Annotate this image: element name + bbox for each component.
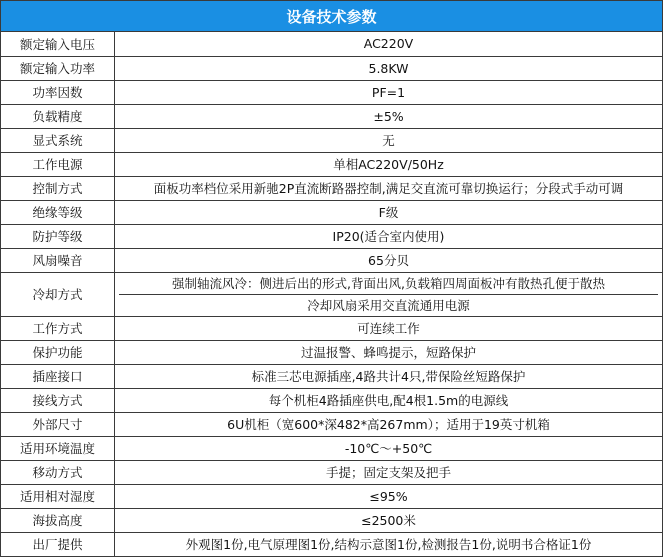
row-value: 5.8KW <box>115 56 663 80</box>
row-value: ≤2500米 <box>115 508 663 532</box>
table-row <box>1 128 662 152</box>
row-value: 可连续工作 <box>115 316 663 340</box>
table-row <box>1 532 662 556</box>
row-value: PF=1 <box>115 80 663 104</box>
row-value: 外观图1份,电气原理图1份,结构示意图1份,检测报告1份,说明书合格证1份 <box>115 532 663 556</box>
table-row <box>1 200 662 224</box>
row-label: 接线方式 <box>1 388 115 412</box>
table-row <box>1 104 662 128</box>
row-value: ≤95% <box>115 484 663 508</box>
row-label: 控制方式 <box>1 176 115 200</box>
table-row <box>1 484 662 508</box>
row-label: 防护等级 <box>1 224 115 248</box>
table-row <box>1 80 662 104</box>
row-value: ±5% <box>115 104 663 128</box>
row-label: 保护功能 <box>1 340 115 364</box>
row-label: 冷却方式 <box>1 272 115 316</box>
row-value: 标准三芯电源插座,4路共计4只,带保险丝短路保护 <box>115 364 663 388</box>
row-value <box>115 272 663 316</box>
table-row <box>1 152 662 176</box>
table-row <box>1 436 662 460</box>
row-label: 适用相对湿度 <box>1 484 115 508</box>
table-row <box>1 248 662 272</box>
row-label: 外部尺寸 <box>1 412 115 436</box>
row-label: 功率因数 <box>1 80 115 104</box>
table-title: 设备技术参数 <box>1 1 662 32</box>
row-value: 6U机柜（宽600*深482*高267mm）；适用于19英寸机箱 <box>115 412 663 436</box>
table-row <box>1 56 662 80</box>
row-value: 手提；固定支架及把手 <box>115 460 663 484</box>
table-row <box>1 340 662 364</box>
table-row <box>1 460 662 484</box>
row-label: 海拔高度 <box>1 508 115 532</box>
row-value: AC220V <box>115 32 663 56</box>
table-row <box>1 412 662 436</box>
row-label: 工作电源 <box>1 152 115 176</box>
spec-table <box>1 32 662 557</box>
row-value: 每个机柜4路插座供电,配4根1.5m的电源线 <box>115 388 663 412</box>
row-value: -10℃～+50℃ <box>115 436 663 460</box>
table-row <box>1 224 662 248</box>
row-value: 单相AC220V/50Hz <box>115 152 663 176</box>
row-value: F级 <box>115 200 663 224</box>
table-row <box>1 272 662 316</box>
row-value: 过温报警、蜂鸣提示，短路保护 <box>115 340 663 364</box>
table-row <box>1 176 662 200</box>
row-label: 插座接口 <box>1 364 115 388</box>
row-label: 绝缘等级 <box>1 200 115 224</box>
table-row <box>1 388 662 412</box>
row-label: 移动方式 <box>1 460 115 484</box>
row-label: 出厂提供 <box>1 532 115 556</box>
row-label: 额定输入功率 <box>1 56 115 80</box>
row-value: 面板功率档位采用新驰2P直流断路器控制,满足交直流可靠切换运行；分段式手动可调 <box>115 176 663 200</box>
row-label: 适用环境温度 <box>1 436 115 460</box>
row-value: 无 <box>115 128 663 152</box>
row-value-line: 冷却风扇采用交直流通用电源 <box>119 294 658 316</box>
row-label: 额定输入电压 <box>1 32 115 56</box>
table-row <box>1 316 662 340</box>
row-label: 风扇噪音 <box>1 248 115 272</box>
table-row <box>1 508 662 532</box>
row-label: 负载精度 <box>1 104 115 128</box>
row-value-line: 强制轴流风冷：侧进后出的形式,背面出风,负载箱四周面板冲有散热孔便于散热 <box>172 275 605 291</box>
row-label: 显式系统 <box>1 128 115 152</box>
table-row <box>1 364 662 388</box>
row-label: 工作方式 <box>1 316 115 340</box>
row-value: IP20(适合室内使用) <box>115 224 663 248</box>
table-row <box>1 32 662 56</box>
row-value: 65分贝 <box>115 248 663 272</box>
